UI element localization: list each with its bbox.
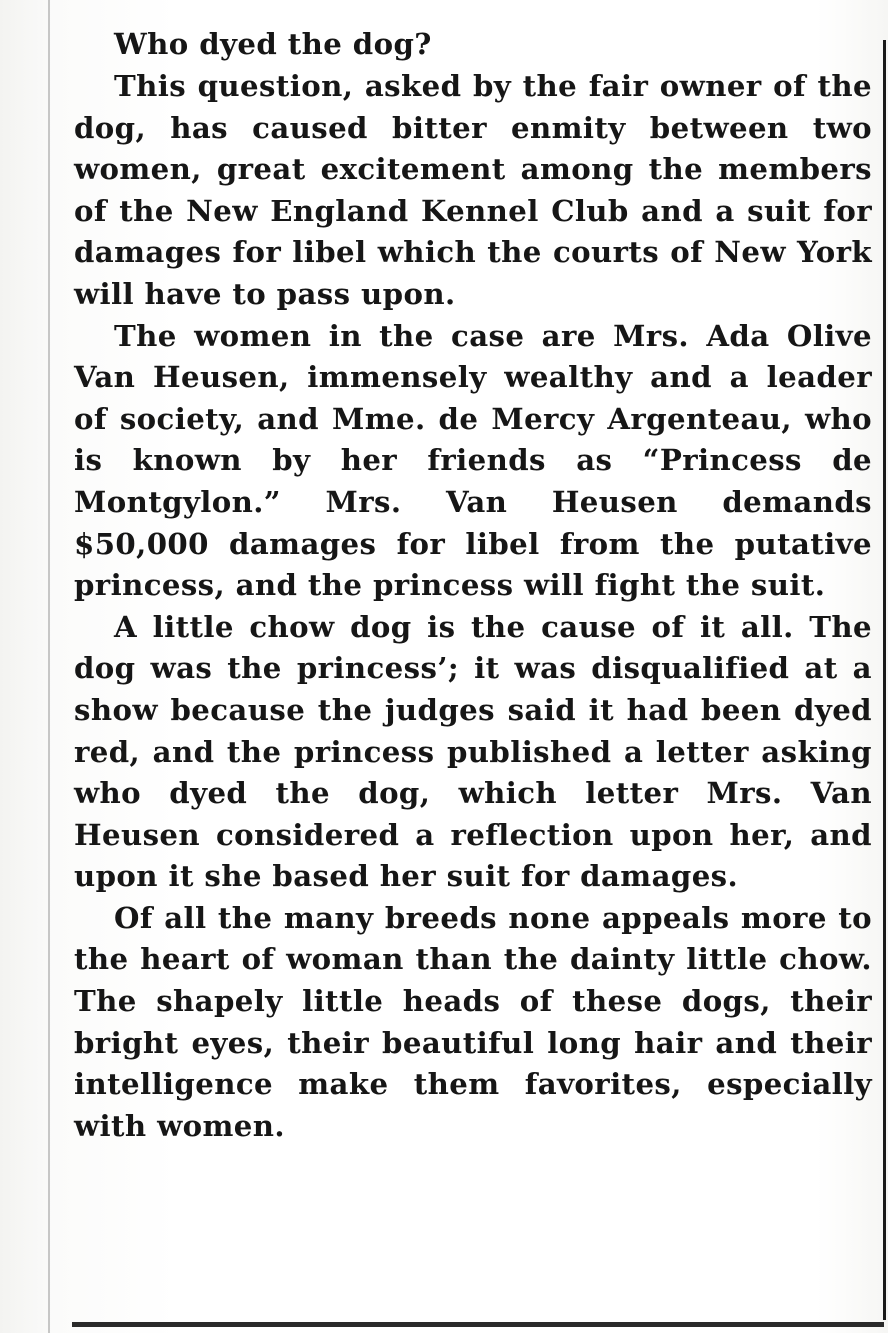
- article-column: [74, 22, 872, 1147]
- article-paragraph-1: This question, asked by the fair owner of the dog, has caused bitter enmity between two women, great excitement among the members of the New England Kennel Club and a suit for damages for libel which the courts of New York will have to pass upon.: [74, 69, 872, 311]
- article-paragraph-2: The women in the case are Mrs. Ada Olive Van Heusen, immensely wealthy and a leader of society, and Mme. de Mercy Argenteau, who is known by her friends as “Princess de Montgylon.” Mrs. Van Heusen demands $50,000 damages for libel from the putative princess, and the princess will fight the suit.: [74, 318, 872, 603]
- article-headline: Who dyed the dog?: [114, 27, 432, 61]
- article-paragraph-4: Of all the many breeds none appeals more to the heart of woman than the dainty little chow. The shapely little heads of these dogs, their bright eyes, their beautiful long hair and their intelligence make them favorites, especially with women.: [74, 900, 872, 1143]
- left-column-rule: [48, 0, 50, 1333]
- right-column-rule: [883, 40, 886, 1320]
- article-paragraph-3: A little chow dog is the cause of it all. The dog was the princess’; it was disqualified at a show because the judges said it had been dyed red, and the princess published a letter asking who dyed the dog, which letter Mrs. Van Heusen considered a reflection upon her, and upon it she based her suit for damages.: [74, 609, 872, 894]
- bottom-rule: [72, 1322, 884, 1327]
